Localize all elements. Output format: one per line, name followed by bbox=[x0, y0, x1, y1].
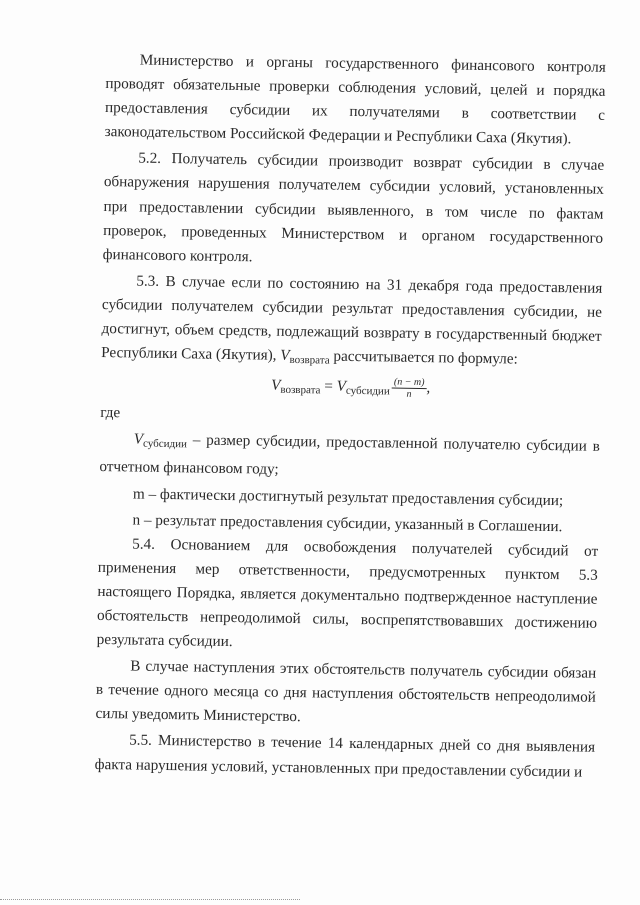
formula-rhs: $V_{субсидии}$ bbox=[336, 377, 390, 398]
v-return-symbol: $V_{возврата}$ bbox=[280, 346, 330, 367]
scan-edge-line bbox=[0, 899, 300, 900]
formula-fraction: $\frac{(n - m)}{n}$ bbox=[392, 377, 427, 401]
formula-lhs: $V_{возврата}$ bbox=[271, 376, 321, 397]
paragraph-5-5: 5.5. Министерство в течение 14 календарных дней со дня выявления факта нарушения условий, установленных при предоставлении субсидии и bbox=[94, 731, 596, 781]
where-label: где bbox=[100, 404, 121, 422]
definition-v-subsidy: $V_{субсидии}$ – размер субсидии, предоставленной получателю субсидии в отчетном финансовом году; bbox=[99, 430, 600, 479]
v-subsidy-symbol: $V_{субсидии}$ bbox=[133, 430, 187, 451]
document-body bbox=[95, 48, 606, 784]
formula: $V_{возврата} = V_{субсидии}$ $\frac{(n - m)}{n}$ , bbox=[271, 376, 431, 401]
paragraph-control: Министерство и органы государственного финансового контроля проводят обязательные проверки соблюдения условий, целей и порядка предоставления субсидии их получателями в соответствии с законодательством Российской Федерации и Республики Саха (Якутия). bbox=[104, 51, 606, 148]
definition-n: n – результат предоставления субсидии, указанный в Соглашении. bbox=[132, 511, 563, 535]
paragraph-5-2: 5.2. Получатель субсидии производит возврат субсидии в случае обнаружения нарушения получателем субсидии условий, установленных при предоставлении субсидии выявленного, в том числе по фактам проверок, проведенных Министерством и органом государственного финансового контроля. bbox=[102, 149, 605, 266]
paragraph-5-3 bbox=[101, 269, 603, 377]
paragraph-force-majeure: В случае наступления этих обстоятельств получатель субсидии обязан в течение одного месяца со дня наступления обстоятельств непреодолимой силы уведомить Министерство. bbox=[95, 657, 597, 726]
paragraph-5-4: 5.4. Основанием для освобождения получателей субсидий от применения мер ответственности, предусмотренных пунктом 5.3 настоящего Порядка, является документально подтвержденное наступление обстоятельств непреодолимой силы, воспрепятствовавших достижению результата субсидии. bbox=[96, 535, 599, 651]
definition-m: m – фактически достигнутый результат предоставления субсидии; bbox=[132, 484, 564, 509]
formula-equals: = bbox=[324, 377, 334, 395]
paragraph-5-3-text: 5.3. В случае если по состоянию на 31 декабря года предоставления субсидии получателем субсидии результат предоставления субсидии, не достигнут, объем средств, подлежащий возврату в государственный бюджет Республики Саха (Якутия), bbox=[101, 272, 603, 364]
paragraph-5-3-tail: рассчитывается по формуле: bbox=[333, 347, 518, 368]
